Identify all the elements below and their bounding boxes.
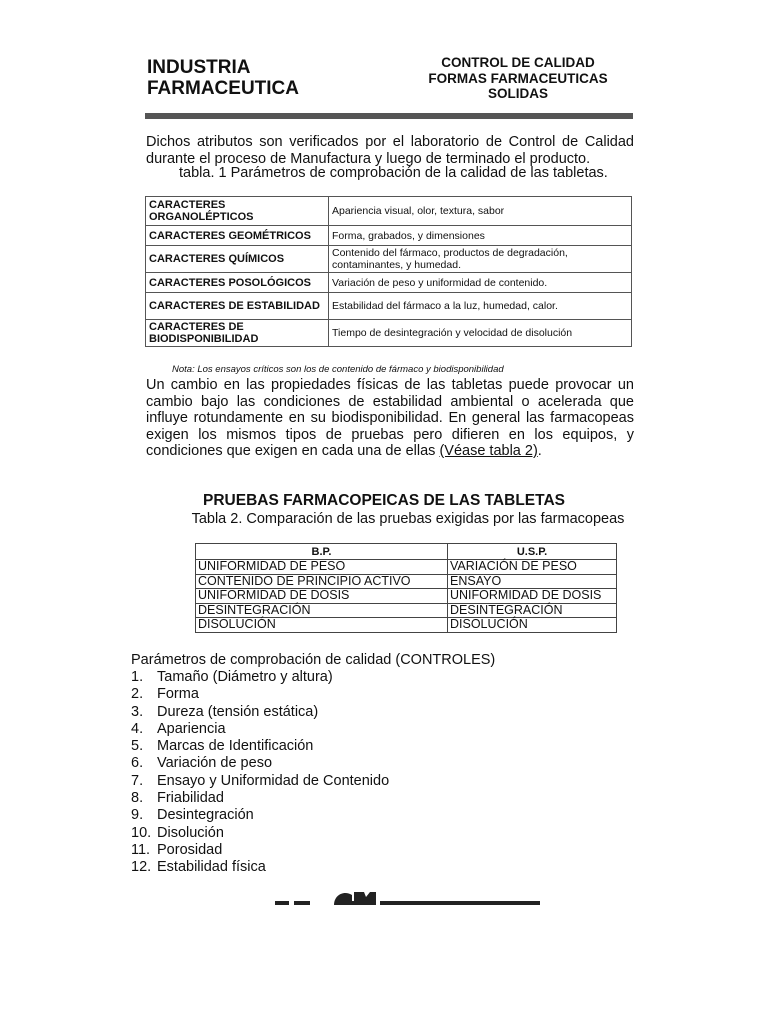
header-right-line2: FORMAS FARMACEUTICAS	[428, 70, 608, 86]
list-number: 2.	[131, 686, 144, 703]
table-cell-key: CARACTERES DE BIODISPONIBILIDAD	[146, 320, 329, 347]
table-cell-value: Estabilidad del fármaco a la luz, humedad, calor.	[329, 293, 632, 320]
section-subtitle: Tabla 2. Comparación de las pruebas exigidas por las farmacopeas	[191, 511, 625, 527]
table1-note: Nota: Los ensayos críticos son los de contenido de fármaco y biodisponibilidad	[172, 364, 504, 375]
table-cell: DISOLUCIÓN	[448, 618, 617, 633]
header-right-line3: SOLIDAS	[487, 86, 548, 101]
list-number: 4.	[131, 720, 144, 737]
list-number: 9.	[131, 807, 144, 824]
table-cell-key: CARACTERES QUÍMICOS	[146, 246, 329, 273]
section-title: PRUEBAS FARMACOPEICAS DE LAS TABLETAS	[203, 492, 565, 509]
table-cell-value: Variación de peso y uniformidad de contenido.	[329, 273, 632, 293]
footer-fragment	[354, 892, 376, 905]
table-cell: UNIFORMIDAD DE PESO	[196, 560, 448, 575]
list-text: Friabilidad	[157, 790, 224, 807]
table-cell: UNIFORMIDAD DE DOSIS	[448, 589, 617, 604]
list-number: 7.	[131, 772, 144, 789]
table-cell-value: Apariencia visual, olor, textura, sabor	[329, 197, 632, 226]
paragraph-text: Un cambio en las propiedades físicas de las tabletas puede provocar un cambio bajo las condiciones de estabilidad ambiental o acelerada que influye rotundamente en su biodisponibilidad. En general las farmacopeas exigen los mismos tipos de pruebas pero difieren en los equipos, y condiciones que exigen en cada una de ellas	[146, 377, 634, 459]
list-text: Dureza (tensión estática)	[157, 703, 319, 720]
list-text: Forma	[157, 686, 199, 703]
list-number: 11.	[131, 841, 151, 858]
table-cell: DISOLUCIÓN	[196, 618, 448, 633]
list-text: Disolución	[157, 824, 224, 841]
list-number: 8.	[131, 790, 144, 807]
table-reference-link: (Véase tabla 2)	[439, 443, 538, 459]
list-text: Desintegración	[157, 807, 254, 824]
list-number: 6.	[131, 755, 144, 772]
controls-heading: Parámetros de comprobación de calidad (CONTROLES)	[131, 652, 496, 668]
list-text: Apariencia	[157, 720, 226, 737]
list-number: 5.	[131, 738, 144, 755]
list-number: 1.	[131, 669, 144, 685]
list-number: 12.	[131, 859, 152, 876]
table-cell: DESINTEGRACIÓN	[196, 603, 448, 618]
column-header-bp: B.P.	[196, 544, 448, 560]
list-text: Ensayo y Uniformidad de Contenido	[157, 772, 390, 789]
list-number: 10.	[131, 824, 152, 841]
table-cell-value: Contenido del fármaco, productos de degradación, contaminantes, y humedad.	[329, 246, 632, 273]
table-cell-key: CARACTERES GEOMÉTRICOS	[146, 226, 329, 246]
table-cell: VARIACIÓN DE PESO	[448, 560, 617, 575]
list-text: Estabilidad física	[157, 859, 266, 876]
header-right-line1: CONTROL DE CALIDAD	[441, 55, 595, 70]
table-cell: UNIFORMIDAD DE DOSIS	[196, 589, 448, 604]
table-cell-value: Forma, grabados, y dimensiones	[329, 226, 632, 246]
intro-paragraph: Dichos atributos son verificados por el laboratorio de Control de Calidad durante el proceso de Manufactura y luego de terminado el producto.	[146, 134, 634, 167]
column-header-usp: U.S.P.	[448, 544, 617, 560]
footer-fragment	[334, 893, 352, 905]
footer-fragment	[380, 901, 540, 905]
header-left-line1: INDUSTRIA	[147, 57, 251, 78]
list-text: Variación de peso	[157, 755, 273, 772]
paragraph-end: .	[537, 443, 542, 459]
list-text: Marcas de Identificación	[157, 738, 314, 755]
list-text: Porosidad	[157, 841, 223, 858]
table-cell-value: Tiempo de desintegración y velocidad de disolución	[329, 320, 632, 347]
header-left-line2: FARMACEUTICA	[147, 78, 299, 99]
footer-fragment	[275, 901, 289, 905]
table1-caption: tabla. 1 Parámetros de comprobación de la calidad de las tabletas.	[179, 165, 608, 181]
table-cell-key: CARACTERES ORGANOLÉPTICOS	[146, 197, 329, 226]
table-cell-key: CARACTERES DE ESTABILIDAD	[146, 293, 329, 320]
list-number: 3.	[131, 703, 144, 720]
table-cell-key: CARACTERES POSOLÓGICOS	[146, 273, 329, 293]
table-cell: DESINTEGRACIÓN	[448, 603, 617, 618]
table-cell: ENSAYO	[448, 574, 617, 589]
list-text: Tamaño (Diámetro y altura)	[157, 669, 333, 685]
table-cell: CONTENIDO DE PRINCIPIO ACTIVO	[196, 574, 448, 589]
footer-fragment	[294, 901, 310, 905]
